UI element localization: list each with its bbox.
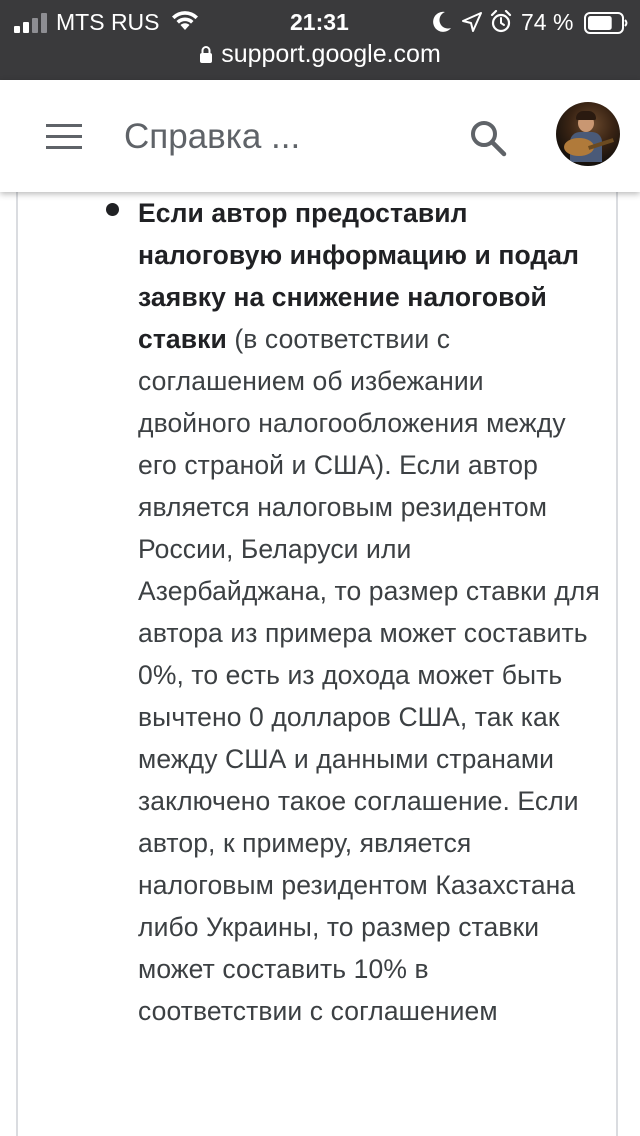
battery-percent: 74 % [521,9,574,35]
bullet-paragraph [138,192,600,1032]
wifi-icon [170,10,200,32]
moon-icon [432,11,452,33]
avatar[interactable] [556,102,620,166]
carrier-name: MTS RUS [56,9,160,35]
location-arrow-icon [462,12,482,32]
alarm-icon [490,10,512,34]
lock-icon [199,45,213,63]
status-row [0,6,640,38]
address-bar[interactable] [0,38,640,70]
status-bar [0,0,640,80]
bullet-body-text: (в соответствии с соглашением об избежании двойного налогообложения между его страной и США). Если автор является налоговым резидентом России, Беларуси или Азербайджана, то размер ставки для автора из примера может составить 0%, то есть из дохода может быть вычтено 0 долларов США, так как между США и данными странами заключено такое соглашение. Если автор, к примеру, является налоговым резидентом Казахстана либо Украины, то размер ставки может составить 10% в соответствии с соглашением [138,324,600,1026]
url-text: support.google.com [221,40,441,68]
bullet-point [106,203,119,216]
page-title[interactable]: Справка ... [124,117,301,156]
bullet-bold-text: Если автор предоставил налоговую информацию и подал заявку на снижение налоговой ставки [138,198,580,354]
signal-icon [14,13,48,33]
article-card [16,192,618,1136]
clock: 21:31 [290,9,349,35]
battery-icon [584,12,628,34]
help-header [0,80,640,192]
search-icon[interactable] [468,118,508,158]
menu-icon[interactable] [46,124,82,150]
